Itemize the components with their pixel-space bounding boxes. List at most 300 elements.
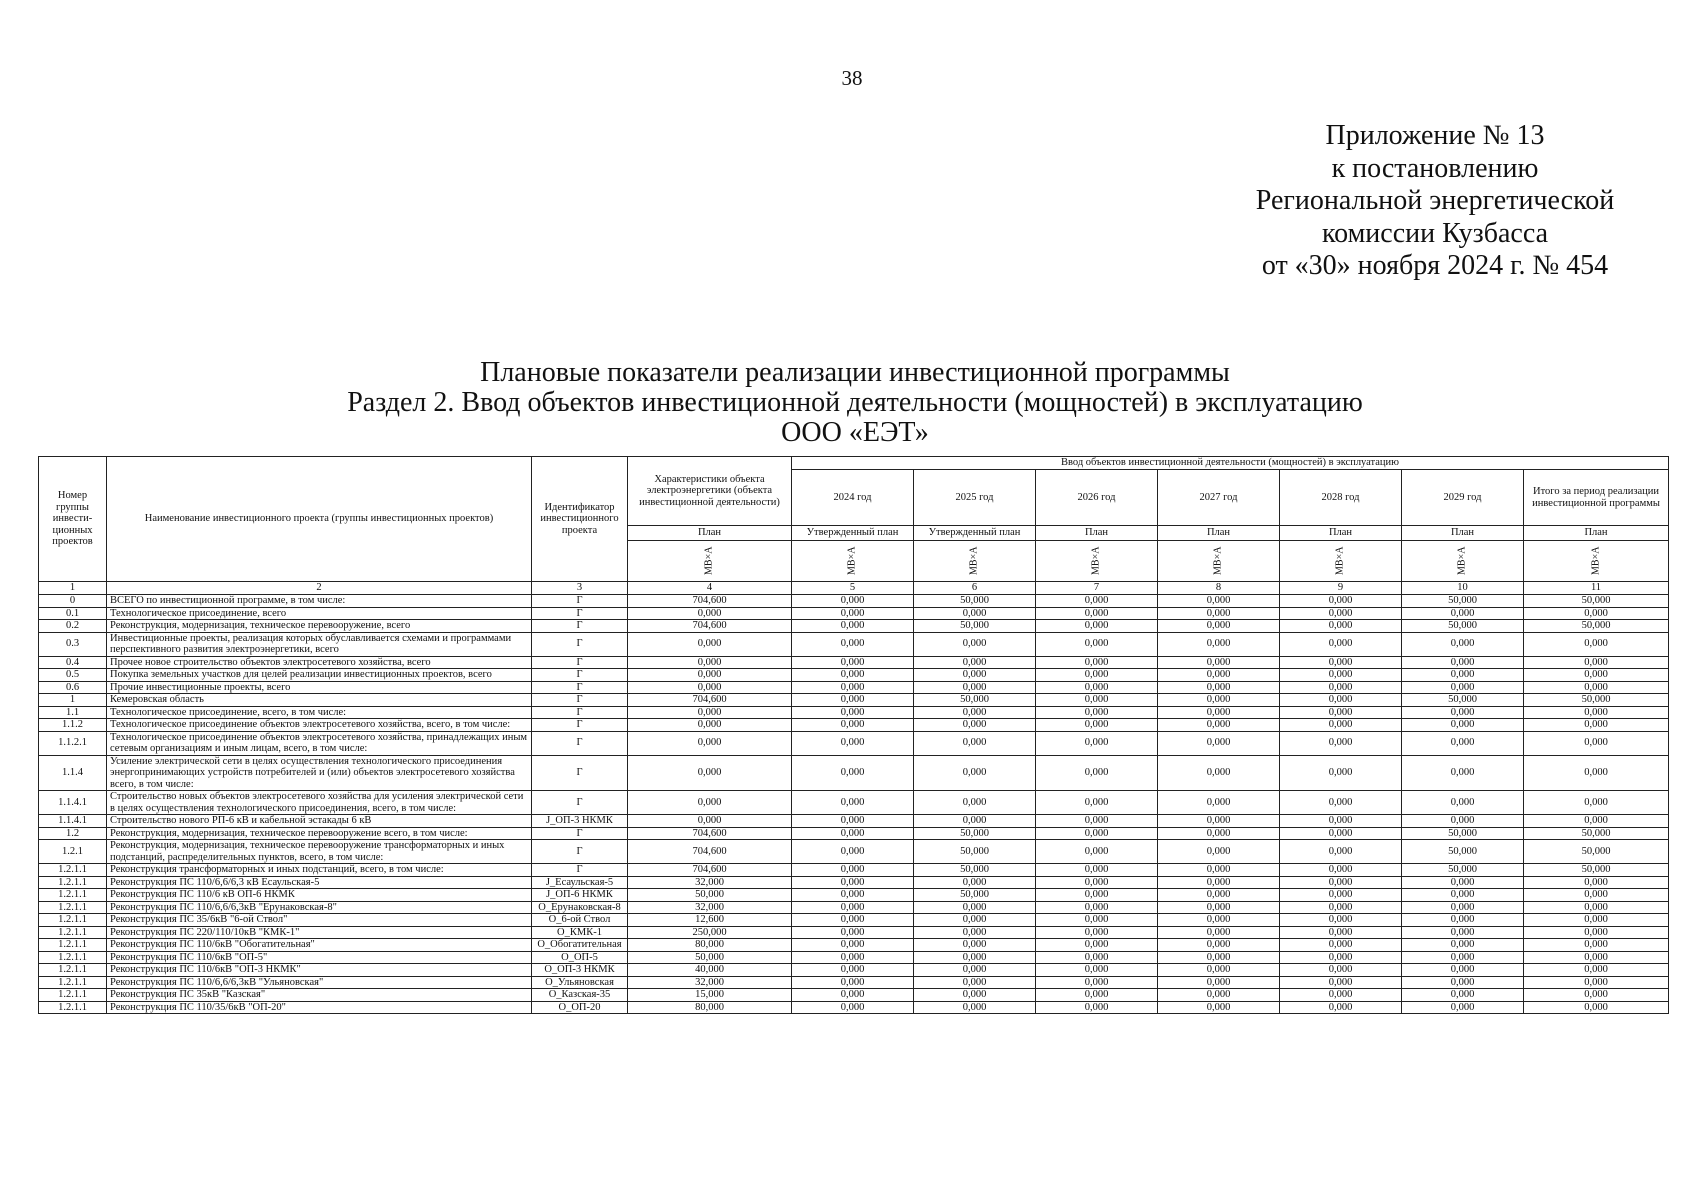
header-plan: План <box>1280 526 1402 541</box>
header-year-2025: 2025 год <box>914 470 1036 526</box>
value-2028-cell: 0,000 <box>1280 656 1402 669</box>
table-row <box>39 989 1669 1002</box>
group-number-cell: 1.2.1.1 <box>39 926 107 939</box>
value-2026-cell: 0,000 <box>1036 864 1158 877</box>
table-row <box>39 976 1669 989</box>
identifier-cell: Г <box>532 632 628 656</box>
value-2025-cell: 0,000 <box>914 951 1036 964</box>
value-2025-cell: 0,000 <box>914 976 1036 989</box>
value-2025-cell: 0,000 <box>914 731 1036 755</box>
group-number-cell: 1.2 <box>39 827 107 840</box>
value-2026-cell: 0,000 <box>1036 791 1158 815</box>
header-plan: План <box>1402 526 1524 541</box>
unit-label: МВ×А <box>968 546 980 576</box>
value-2029-cell: 50,000 <box>1402 595 1524 608</box>
identifier-cell: Г <box>532 656 628 669</box>
value-2027-cell: 0,000 <box>1158 1001 1280 1014</box>
column-number-row <box>39 582 1669 595</box>
header-identifier: Идентификатор инвестиционного проекта <box>532 457 628 582</box>
group-number-cell: 1.2.1.1 <box>39 964 107 977</box>
header-plan: План <box>1158 526 1280 541</box>
total-cell: 0,000 <box>1524 926 1669 939</box>
total-cell: 0,000 <box>1524 901 1669 914</box>
characteristic-cell: 0,000 <box>628 755 792 791</box>
table-row <box>39 1001 1669 1014</box>
total-cell: 0,000 <box>1524 706 1669 719</box>
table-header <box>39 457 1669 595</box>
project-name-cell: Реконструкция ПС 110/6кВ "Обогатительная" <box>107 939 532 952</box>
table-row <box>39 901 1669 914</box>
value-2027-cell: 0,000 <box>1158 889 1280 902</box>
value-2024-cell: 0,000 <box>792 620 914 633</box>
table-row <box>39 694 1669 707</box>
total-cell: 0,000 <box>1524 1001 1669 1014</box>
value-2024-cell: 0,000 <box>792 632 914 656</box>
page-number: 38 <box>841 66 863 90</box>
value-2026-cell: 0,000 <box>1036 607 1158 620</box>
characteristic-cell: 0,000 <box>628 719 792 732</box>
value-2027-cell: 0,000 <box>1158 840 1280 864</box>
header-group-number: Номер группы инвести-ционных проектов <box>39 457 107 582</box>
characteristic-cell: 12,600 <box>628 914 792 927</box>
value-2025-cell: 0,000 <box>914 989 1036 1002</box>
column-number: 5 <box>792 582 914 595</box>
project-name-cell: Строительство нового РП-6 кВ и кабельной эстакады 6 кВ <box>107 815 532 828</box>
project-name-cell: Покупка земельных участков для целей реализации инвестиционных проектов, всего <box>107 669 532 682</box>
value-2028-cell: 0,000 <box>1280 840 1402 864</box>
header-year-2029: 2029 год <box>1402 470 1524 526</box>
value-2028-cell: 0,000 <box>1280 791 1402 815</box>
header-unit <box>1280 541 1402 582</box>
value-2026-cell: 0,000 <box>1036 1001 1158 1014</box>
appendix-line: Региональной энергетической <box>1255 185 1615 216</box>
value-2027-cell: 0,000 <box>1158 926 1280 939</box>
value-2029-cell: 0,000 <box>1402 926 1524 939</box>
value-2025-cell: 0,000 <box>914 926 1036 939</box>
group-number-cell: 0.6 <box>39 681 107 694</box>
value-2026-cell: 0,000 <box>1036 681 1158 694</box>
total-cell: 0,000 <box>1524 876 1669 889</box>
column-number: 1 <box>39 582 107 595</box>
value-2025-cell: 0,000 <box>914 656 1036 669</box>
value-2027-cell: 0,000 <box>1158 694 1280 707</box>
group-number-cell: 1.1.4.1 <box>39 791 107 815</box>
header-year-2024: 2024 год <box>792 470 914 526</box>
group-number-cell: 1.1.4 <box>39 755 107 791</box>
value-2027-cell: 0,000 <box>1158 632 1280 656</box>
identifier-cell: О_ОП-3 НКМК <box>532 964 628 977</box>
total-cell: 0,000 <box>1524 964 1669 977</box>
value-2028-cell: 0,000 <box>1280 964 1402 977</box>
value-2027-cell: 0,000 <box>1158 964 1280 977</box>
project-name-cell: Реконструкция ПС 110/6,6/6,3 кВ Есаульская-5 <box>107 876 532 889</box>
group-number-cell: 1.2.1 <box>39 840 107 864</box>
group-number-cell: 1.1.2 <box>39 719 107 732</box>
value-2026-cell: 0,000 <box>1036 731 1158 755</box>
value-2025-cell: 50,000 <box>914 889 1036 902</box>
total-cell: 0,000 <box>1524 914 1669 927</box>
identifier-cell: О_КМК-1 <box>532 926 628 939</box>
identifier-cell: О_ОП-5 <box>532 951 628 964</box>
table-row <box>39 607 1669 620</box>
identifier-cell: О_ОП-20 <box>532 1001 628 1014</box>
value-2026-cell: 0,000 <box>1036 632 1158 656</box>
value-2029-cell: 0,000 <box>1402 989 1524 1002</box>
identifier-cell: Г <box>532 669 628 682</box>
value-2024-cell: 0,000 <box>792 815 914 828</box>
characteristic-cell: 250,000 <box>628 926 792 939</box>
value-2028-cell: 0,000 <box>1280 889 1402 902</box>
table-row <box>39 719 1669 732</box>
value-2024-cell: 0,000 <box>792 976 914 989</box>
column-number: 4 <box>628 582 792 595</box>
total-cell: 0,000 <box>1524 939 1669 952</box>
value-2026-cell: 0,000 <box>1036 694 1158 707</box>
project-name-cell: Реконструкция ПС 220/110/10кВ "КМК-1" <box>107 926 532 939</box>
group-number-cell: 0.2 <box>39 620 107 633</box>
header-unit <box>1036 541 1158 582</box>
characteristic-cell: 0,000 <box>628 607 792 620</box>
characteristic-cell: 0,000 <box>628 706 792 719</box>
column-number: 10 <box>1402 582 1524 595</box>
group-number-cell: 0 <box>39 595 107 608</box>
characteristic-cell: 32,000 <box>628 976 792 989</box>
value-2027-cell: 0,000 <box>1158 719 1280 732</box>
header-plan: План <box>1524 526 1669 541</box>
value-2024-cell: 0,000 <box>792 731 914 755</box>
table-row <box>39 827 1669 840</box>
table-row <box>39 731 1669 755</box>
header-year-2026: 2026 год <box>1036 470 1158 526</box>
value-2028-cell: 0,000 <box>1280 595 1402 608</box>
value-2024-cell: 0,000 <box>792 889 914 902</box>
project-name-cell: Реконструкция ПС 110/6,6/6,3кВ "Ерунаковская-8" <box>107 901 532 914</box>
characteristic-cell: 704,600 <box>628 827 792 840</box>
value-2024-cell: 0,000 <box>792 989 914 1002</box>
value-2028-cell: 0,000 <box>1280 939 1402 952</box>
total-cell: 0,000 <box>1524 669 1669 682</box>
value-2028-cell: 0,000 <box>1280 731 1402 755</box>
value-2026-cell: 0,000 <box>1036 595 1158 608</box>
table-row <box>39 632 1669 656</box>
total-cell: 50,000 <box>1524 864 1669 877</box>
value-2029-cell: 0,000 <box>1402 1001 1524 1014</box>
table-row <box>39 656 1669 669</box>
value-2026-cell: 0,000 <box>1036 889 1158 902</box>
value-2024-cell: 0,000 <box>792 939 914 952</box>
table-row <box>39 815 1669 828</box>
value-2027-cell: 0,000 <box>1158 827 1280 840</box>
characteristic-cell: 704,600 <box>628 620 792 633</box>
group-number-cell: 1.2.1.1 <box>39 951 107 964</box>
project-name-cell: Прочие инвестиционные проекты, всего <box>107 681 532 694</box>
total-cell: 0,000 <box>1524 607 1669 620</box>
value-2025-cell: 0,000 <box>914 901 1036 914</box>
value-2027-cell: 0,000 <box>1158 656 1280 669</box>
value-2028-cell: 0,000 <box>1280 694 1402 707</box>
value-2024-cell: 0,000 <box>792 926 914 939</box>
project-name-cell: Реконструкция, модернизация, техническое перевооружение всего, в том числе: <box>107 827 532 840</box>
project-name-cell: Реконструкция трансформаторных и иных подстанций, всего, в том числе: <box>107 864 532 877</box>
table-row <box>39 964 1669 977</box>
identifier-cell: J_Есаульская-5 <box>532 876 628 889</box>
group-number-cell: 1.1 <box>39 706 107 719</box>
total-cell: 0,000 <box>1524 719 1669 732</box>
value-2028-cell: 0,000 <box>1280 989 1402 1002</box>
table-row <box>39 706 1669 719</box>
identifier-cell: Г <box>532 607 628 620</box>
value-2029-cell: 0,000 <box>1402 951 1524 964</box>
table-row <box>39 595 1669 608</box>
value-2029-cell: 0,000 <box>1402 656 1524 669</box>
value-2028-cell: 0,000 <box>1280 669 1402 682</box>
value-2024-cell: 0,000 <box>792 607 914 620</box>
unit-label: МВ×А <box>1334 546 1346 576</box>
value-2027-cell: 0,000 <box>1158 681 1280 694</box>
header-year-2028: 2028 год <box>1280 470 1402 526</box>
value-2029-cell: 50,000 <box>1402 840 1524 864</box>
table-row <box>39 939 1669 952</box>
total-cell: 50,000 <box>1524 694 1669 707</box>
value-2026-cell: 0,000 <box>1036 706 1158 719</box>
total-cell: 50,000 <box>1524 620 1669 633</box>
value-2029-cell: 0,000 <box>1402 706 1524 719</box>
identifier-cell: Г <box>532 840 628 864</box>
value-2029-cell: 50,000 <box>1402 694 1524 707</box>
group-number-cell: 0.1 <box>39 607 107 620</box>
document-title <box>300 358 1410 448</box>
column-number: 7 <box>1036 582 1158 595</box>
project-name-cell: Реконструкция ПС 110/6,6/6,3кВ "Ульяновская" <box>107 976 532 989</box>
value-2028-cell: 0,000 <box>1280 876 1402 889</box>
value-2024-cell: 0,000 <box>792 694 914 707</box>
table-row <box>39 926 1669 939</box>
value-2029-cell: 50,000 <box>1402 827 1524 840</box>
characteristic-cell: 40,000 <box>628 964 792 977</box>
project-name-cell: ВСЕГО по инвестиционной программе, в том числе: <box>107 595 532 608</box>
group-number-cell: 1.2.1.1 <box>39 976 107 989</box>
project-name-cell: Реконструкция ПС 110/6 кВ ОП-6 НКМК <box>107 889 532 902</box>
value-2028-cell: 0,000 <box>1280 607 1402 620</box>
project-name-cell: Кемеровская область <box>107 694 532 707</box>
value-2024-cell: 0,000 <box>792 827 914 840</box>
value-2024-cell: 0,000 <box>792 656 914 669</box>
group-number-cell: 1.2.1.1 <box>39 1001 107 1014</box>
value-2024-cell: 0,000 <box>792 864 914 877</box>
value-2024-cell: 0,000 <box>792 964 914 977</box>
project-name-cell: Прочее новое строительство объектов электросетевого хозяйства, всего <box>107 656 532 669</box>
group-number-cell: 1.2.1.1 <box>39 864 107 877</box>
project-name-cell: Строительство новых объектов электросетевого хозяйства для усиления электрической сети в целях осуществления технологического присоединения, всего, в том числе: <box>107 791 532 815</box>
appendix-block <box>1240 120 1630 283</box>
table-row <box>39 951 1669 964</box>
group-number-cell: 0.4 <box>39 656 107 669</box>
value-2024-cell: 0,000 <box>792 951 914 964</box>
characteristic-cell: 80,000 <box>628 1001 792 1014</box>
value-2027-cell: 0,000 <box>1158 914 1280 927</box>
header-total: Итого за период реализации инвестиционной программы <box>1524 470 1669 526</box>
investment-table <box>38 456 1669 1014</box>
unit-label: МВ×А <box>1456 546 1468 576</box>
value-2027-cell: 0,000 <box>1158 755 1280 791</box>
identifier-cell: Г <box>532 595 628 608</box>
header-project-name: Наименование инвестиционного проекта (группы инвестиционных проектов) <box>107 457 532 582</box>
value-2026-cell: 0,000 <box>1036 719 1158 732</box>
total-cell: 0,000 <box>1524 889 1669 902</box>
header-commissioning: Ввод объектов инвестиционной деятельности (мощностей) в эксплуатацию <box>792 457 1669 470</box>
value-2024-cell: 0,000 <box>792 719 914 732</box>
identifier-cell: Г <box>532 706 628 719</box>
project-name-cell: Инвестиционные проекты, реализация которых обуславливается схемами и программами перспективного развития электроэнергетики, всего <box>107 632 532 656</box>
title-line: ООО «ЕЭТ» <box>781 417 929 448</box>
project-name-cell: Реконструкция ПС 35/6кВ "6-ой Ствол" <box>107 914 532 927</box>
value-2027-cell: 0,000 <box>1158 939 1280 952</box>
project-name-cell: Усиление электрической сети в целях осуществления технологического присоединения энергопринимающих устройств потребителей и (или) объектов электросетевого хозяйства всего, в том числе: <box>107 755 532 791</box>
value-2024-cell: 0,000 <box>792 681 914 694</box>
column-number: 3 <box>532 582 628 595</box>
table-row <box>39 889 1669 902</box>
value-2029-cell: 0,000 <box>1402 681 1524 694</box>
column-number: 11 <box>1524 582 1669 595</box>
value-2029-cell: 0,000 <box>1402 939 1524 952</box>
characteristic-cell: 32,000 <box>628 901 792 914</box>
value-2024-cell: 0,000 <box>792 706 914 719</box>
value-2025-cell: 0,000 <box>914 755 1036 791</box>
value-2024-cell: 0,000 <box>792 840 914 864</box>
total-cell: 0,000 <box>1524 976 1669 989</box>
unit-label: МВ×А <box>846 546 858 576</box>
header-unit <box>1402 541 1524 582</box>
value-2025-cell: 0,000 <box>914 669 1036 682</box>
characteristic-cell: 0,000 <box>628 815 792 828</box>
total-cell: 50,000 <box>1524 827 1669 840</box>
value-2028-cell: 0,000 <box>1280 706 1402 719</box>
value-2025-cell: 0,000 <box>914 632 1036 656</box>
value-2026-cell: 0,000 <box>1036 914 1158 927</box>
group-number-cell: 1.2.1.1 <box>39 901 107 914</box>
project-name-cell: Технологическое присоединение, всего <box>107 607 532 620</box>
value-2027-cell: 0,000 <box>1158 976 1280 989</box>
identifier-cell: Г <box>532 864 628 877</box>
value-2025-cell: 0,000 <box>914 815 1036 828</box>
identifier-cell: Г <box>532 731 628 755</box>
value-2026-cell: 0,000 <box>1036 827 1158 840</box>
project-name-cell: Реконструкция, модернизация, техническое перевооружение, всего <box>107 620 532 633</box>
identifier-cell: Г <box>532 827 628 840</box>
total-cell: 0,000 <box>1524 989 1669 1002</box>
value-2028-cell: 0,000 <box>1280 864 1402 877</box>
value-2028-cell: 0,000 <box>1280 914 1402 927</box>
table-row <box>39 876 1669 889</box>
appendix-line: комиссии Кузбасса <box>1321 217 1549 249</box>
value-2026-cell: 0,000 <box>1036 951 1158 964</box>
total-cell: 0,000 <box>1524 791 1669 815</box>
column-number: 9 <box>1280 582 1402 595</box>
title-line: Плановые показатели реализации инвестиционной программы <box>480 357 1230 388</box>
value-2028-cell: 0,000 <box>1280 632 1402 656</box>
unit-label: МВ×А <box>1590 546 1602 576</box>
table-row <box>39 681 1669 694</box>
value-2026-cell: 0,000 <box>1036 620 1158 633</box>
value-2025-cell: 0,000 <box>914 939 1036 952</box>
value-2025-cell: 0,000 <box>914 1001 1036 1014</box>
value-2028-cell: 0,000 <box>1280 827 1402 840</box>
total-cell: 0,000 <box>1524 815 1669 828</box>
value-2025-cell: 0,000 <box>914 681 1036 694</box>
characteristic-cell: 0,000 <box>628 791 792 815</box>
header-approved-plan: Утвержденный план <box>792 526 914 541</box>
value-2027-cell: 0,000 <box>1158 706 1280 719</box>
value-2025-cell: 0,000 <box>914 914 1036 927</box>
value-2026-cell: 0,000 <box>1036 876 1158 889</box>
value-2027-cell: 0,000 <box>1158 989 1280 1002</box>
value-2026-cell: 0,000 <box>1036 755 1158 791</box>
characteristic-cell: 50,000 <box>628 889 792 902</box>
value-2028-cell: 0,000 <box>1280 681 1402 694</box>
project-name-cell: Реконструкция ПС 110/35/6кВ "ОП-20" <box>107 1001 532 1014</box>
value-2027-cell: 0,000 <box>1158 876 1280 889</box>
value-2024-cell: 0,000 <box>792 876 914 889</box>
header-characteristics: Характеристики объекта электроэнергетики (объекта инвестиционной деятельности) <box>628 457 792 526</box>
group-number-cell: 0.5 <box>39 669 107 682</box>
value-2024-cell: 0,000 <box>792 914 914 927</box>
value-2025-cell: 0,000 <box>914 791 1036 815</box>
value-2024-cell: 0,000 <box>792 755 914 791</box>
value-2029-cell: 0,000 <box>1402 889 1524 902</box>
value-2029-cell: 0,000 <box>1402 719 1524 732</box>
value-2029-cell: 0,000 <box>1402 791 1524 815</box>
identifier-cell: О_Ульяновская <box>532 976 628 989</box>
column-number: 6 <box>914 582 1036 595</box>
value-2027-cell: 0,000 <box>1158 620 1280 633</box>
table-body <box>39 595 1669 1014</box>
project-name-cell: Реконструкция, модернизация, техническое перевооружение трансформаторных и иных подстанций, распределительных пунктов, всего, в том числе: <box>107 840 532 864</box>
value-2026-cell: 0,000 <box>1036 840 1158 864</box>
characteristic-cell: 704,600 <box>628 840 792 864</box>
value-2025-cell: 0,000 <box>914 719 1036 732</box>
table-row <box>39 840 1669 864</box>
characteristic-cell: 704,600 <box>628 595 792 608</box>
characteristic-cell: 704,600 <box>628 694 792 707</box>
value-2029-cell: 50,000 <box>1402 620 1524 633</box>
project-name-cell: Технологическое присоединение, всего, в том числе: <box>107 706 532 719</box>
title-line: Раздел 2. Ввод объектов инвестиционной деятельности (мощностей) в эксплуатацию <box>347 387 1363 418</box>
value-2028-cell: 0,000 <box>1280 620 1402 633</box>
value-2027-cell: 0,000 <box>1158 951 1280 964</box>
identifier-cell: О_Ерунаковская-8 <box>532 901 628 914</box>
identifier-cell: Г <box>532 791 628 815</box>
header-approved-plan: Утвержденный план <box>914 526 1036 541</box>
group-number-cell: 1.1.2.1 <box>39 731 107 755</box>
characteristic-cell: 32,000 <box>628 876 792 889</box>
value-2027-cell: 0,000 <box>1158 607 1280 620</box>
value-2025-cell: 50,000 <box>914 694 1036 707</box>
project-name-cell: Реконструкция ПС 110/6кВ "ОП-5" <box>107 951 532 964</box>
value-2029-cell: 0,000 <box>1402 901 1524 914</box>
header-unit <box>792 541 914 582</box>
appendix-line: к постановлению <box>1331 152 1539 184</box>
value-2025-cell: 50,000 <box>914 840 1036 864</box>
characteristic-cell: 704,600 <box>628 864 792 877</box>
characteristic-cell: 0,000 <box>628 681 792 694</box>
value-2027-cell: 0,000 <box>1158 815 1280 828</box>
value-2026-cell: 0,000 <box>1036 656 1158 669</box>
value-2025-cell: 0,000 <box>914 706 1036 719</box>
header-plan: План <box>628 526 792 541</box>
value-2028-cell: 0,000 <box>1280 951 1402 964</box>
value-2027-cell: 0,000 <box>1158 669 1280 682</box>
value-2025-cell: 50,000 <box>914 864 1036 877</box>
